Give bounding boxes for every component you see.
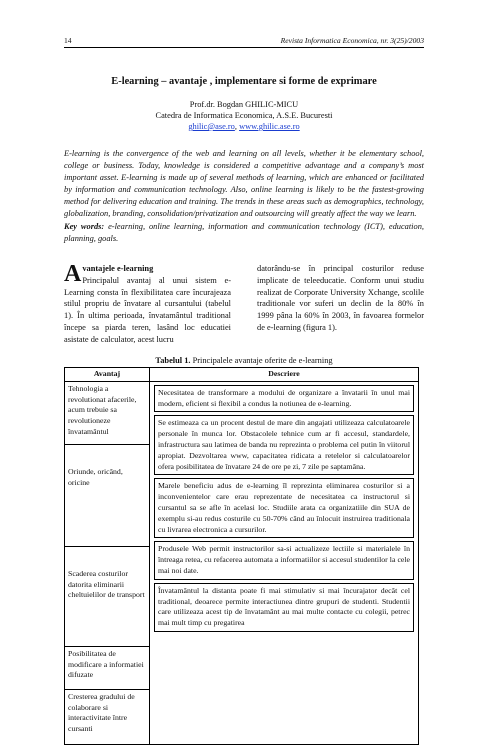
advantage-item: Tehnologia a revolutionat afacerile, acum trebuie sa revolutioneze învatamântul: [65, 382, 149, 445]
page: [64, 36, 424, 745]
running-header: [64, 36, 424, 48]
table-header-row: [65, 368, 419, 382]
keywords-label: Key words:: [64, 221, 105, 231]
author-affiliation: Catedra de Informatica Economica, A.S.E. Bucuresti: [155, 111, 333, 120]
description-item: Învatamântul la distanta poate fi mai stimulativ si mai încurajator decât cel traditional, deoarece permite interactiunea dintre grupuri de studenti. Studentii care utilizeaza acest tip de învatamânt au mai multe contacte cu colegii, petrec mai mult timp cu pregatirea: [154, 583, 414, 632]
abstract-text: E-learning is the convergence of the web and learning on all levels, whether it be elementary school, college or business. Today, knowledge is considered a competitive advantage and a company’s most important asset. E-learning is made up of several methods of learning, which are enhanced or facilitated by information and communication technology. Also, online learning is likely to be the fastest-growing method for delivering education and training. The trends in these areas such as demographics, technology, globalization, branding, consolidation/privatization and outsourcing will greatly affect the way we learn.: [64, 149, 424, 219]
journal-name: Revista Informatica Economica, nr. 3(25)/2003: [280, 36, 424, 45]
header-avantaj: Avantaj: [65, 368, 150, 382]
author-block: [64, 99, 424, 132]
author-name: Prof.dr. Bogdan GHILIC-MICU: [189, 100, 299, 109]
website-link[interactable]: www.ghilic.ase.ro: [239, 122, 300, 131]
intro-left-text: Principalul avantaj al unui sistem e-Learning consta în flexibilitatea care încurajeaza stilul propriu de învatare al cursantului (tabelul 1). În ultima perioada, învatamântul traditional începe sa piarda teren, lasând loc educatiei asistate de calculator, acest lucru: [64, 275, 231, 345]
contact-separator: ,: [234, 122, 240, 131]
description-item: Marele beneficiu adus de e-learning îl reprezinta eliminarea costurilor si a inconvenientelor care erau reprezentate de necesitatea ca instructorul si cursantul sa se afle în acelasi loc. Studiile arata ca organizatiile din SUA de exemplu si-au redus costurile cu 50-70% când au înlocuit instruirea traditionala cu livrarea electronica a cursurilor.: [154, 478, 414, 538]
description-item: Se estimeaza ca un procent destul de mare din angajati utilizeaza calculatoarele personale în munca lor. Obstacolele tehnice cum ar fi accesul, standardele, infrastructura sau latimea de banda nu reprezinta o problema cel putin în viitorul apropiat. Dezvoltarea www, capacitatea ridicata a retelelor si calculatoarelor ofera posibilitatea de învatare 24 de ore pe zi, 7 zile pe saptamâna.: [154, 415, 414, 475]
intro-columns: [64, 260, 424, 346]
table-caption: [64, 356, 424, 365]
drop-cap: A: [64, 260, 82, 287]
descriptions-column: [150, 381, 419, 744]
advantages-table: [64, 367, 419, 745]
intro-right-text: datorându-se în principal costurilor reduse implicate de teleeducatie. Conform unui studiu realizat de Corporate University Xchange, scolile traditionale vor suferi un declin de la 80% în 1999 pâna la 60% în 2003, în favoarea formelor de e-learning (figura 1).: [257, 263, 424, 333]
advantages-column: [65, 381, 150, 744]
table-row: [65, 381, 419, 744]
table-caption-text: Principalele avantaje oferite de e-learning: [190, 356, 333, 366]
description-item: Produsele Web permit instructorilor sa-si actualizeze lectiile si materialele în întreaga retea, cu refacerea automata a informatiilor si accesul studentilor la cele mai noi date.: [154, 541, 414, 579]
page-number: 14: [64, 36, 72, 45]
description-item: Necesitatea de transformare a modului de organizare a învatarii în unul mai modern, eficient si flexibil a condus la notiunea de e-learning.: [154, 385, 414, 413]
advantage-item: Oriunde, oricând, oricine: [65, 445, 149, 547]
keywords-text: e-learning, online learning, information and communication technology (ICT), education, planning, goals.: [64, 221, 424, 243]
intro-right-column: [257, 263, 424, 346]
table-caption-label: Tabelul 1.: [155, 356, 191, 366]
intro-left-column: [64, 260, 231, 346]
advantage-item: Posibilitatea de modificare a informatiei difuzate: [65, 647, 149, 690]
header-descriere: Descriere: [150, 368, 419, 382]
email-link[interactable]: ghilic@ase.ro: [188, 122, 235, 131]
paper-title: E-learning – avantaje , implementare si forme de exprimare: [111, 76, 377, 87]
advantage-item: Cresterea gradului de colaborare si interactivitate între cursanti: [68, 691, 135, 734]
abstract: [64, 148, 424, 245]
author-contact: [64, 121, 424, 132]
advantage-item: Scaderea costurilor datorita eliminarii cheltuielilor de transport: [65, 547, 149, 647]
section-heading: vantajele e-learning: [82, 263, 154, 273]
